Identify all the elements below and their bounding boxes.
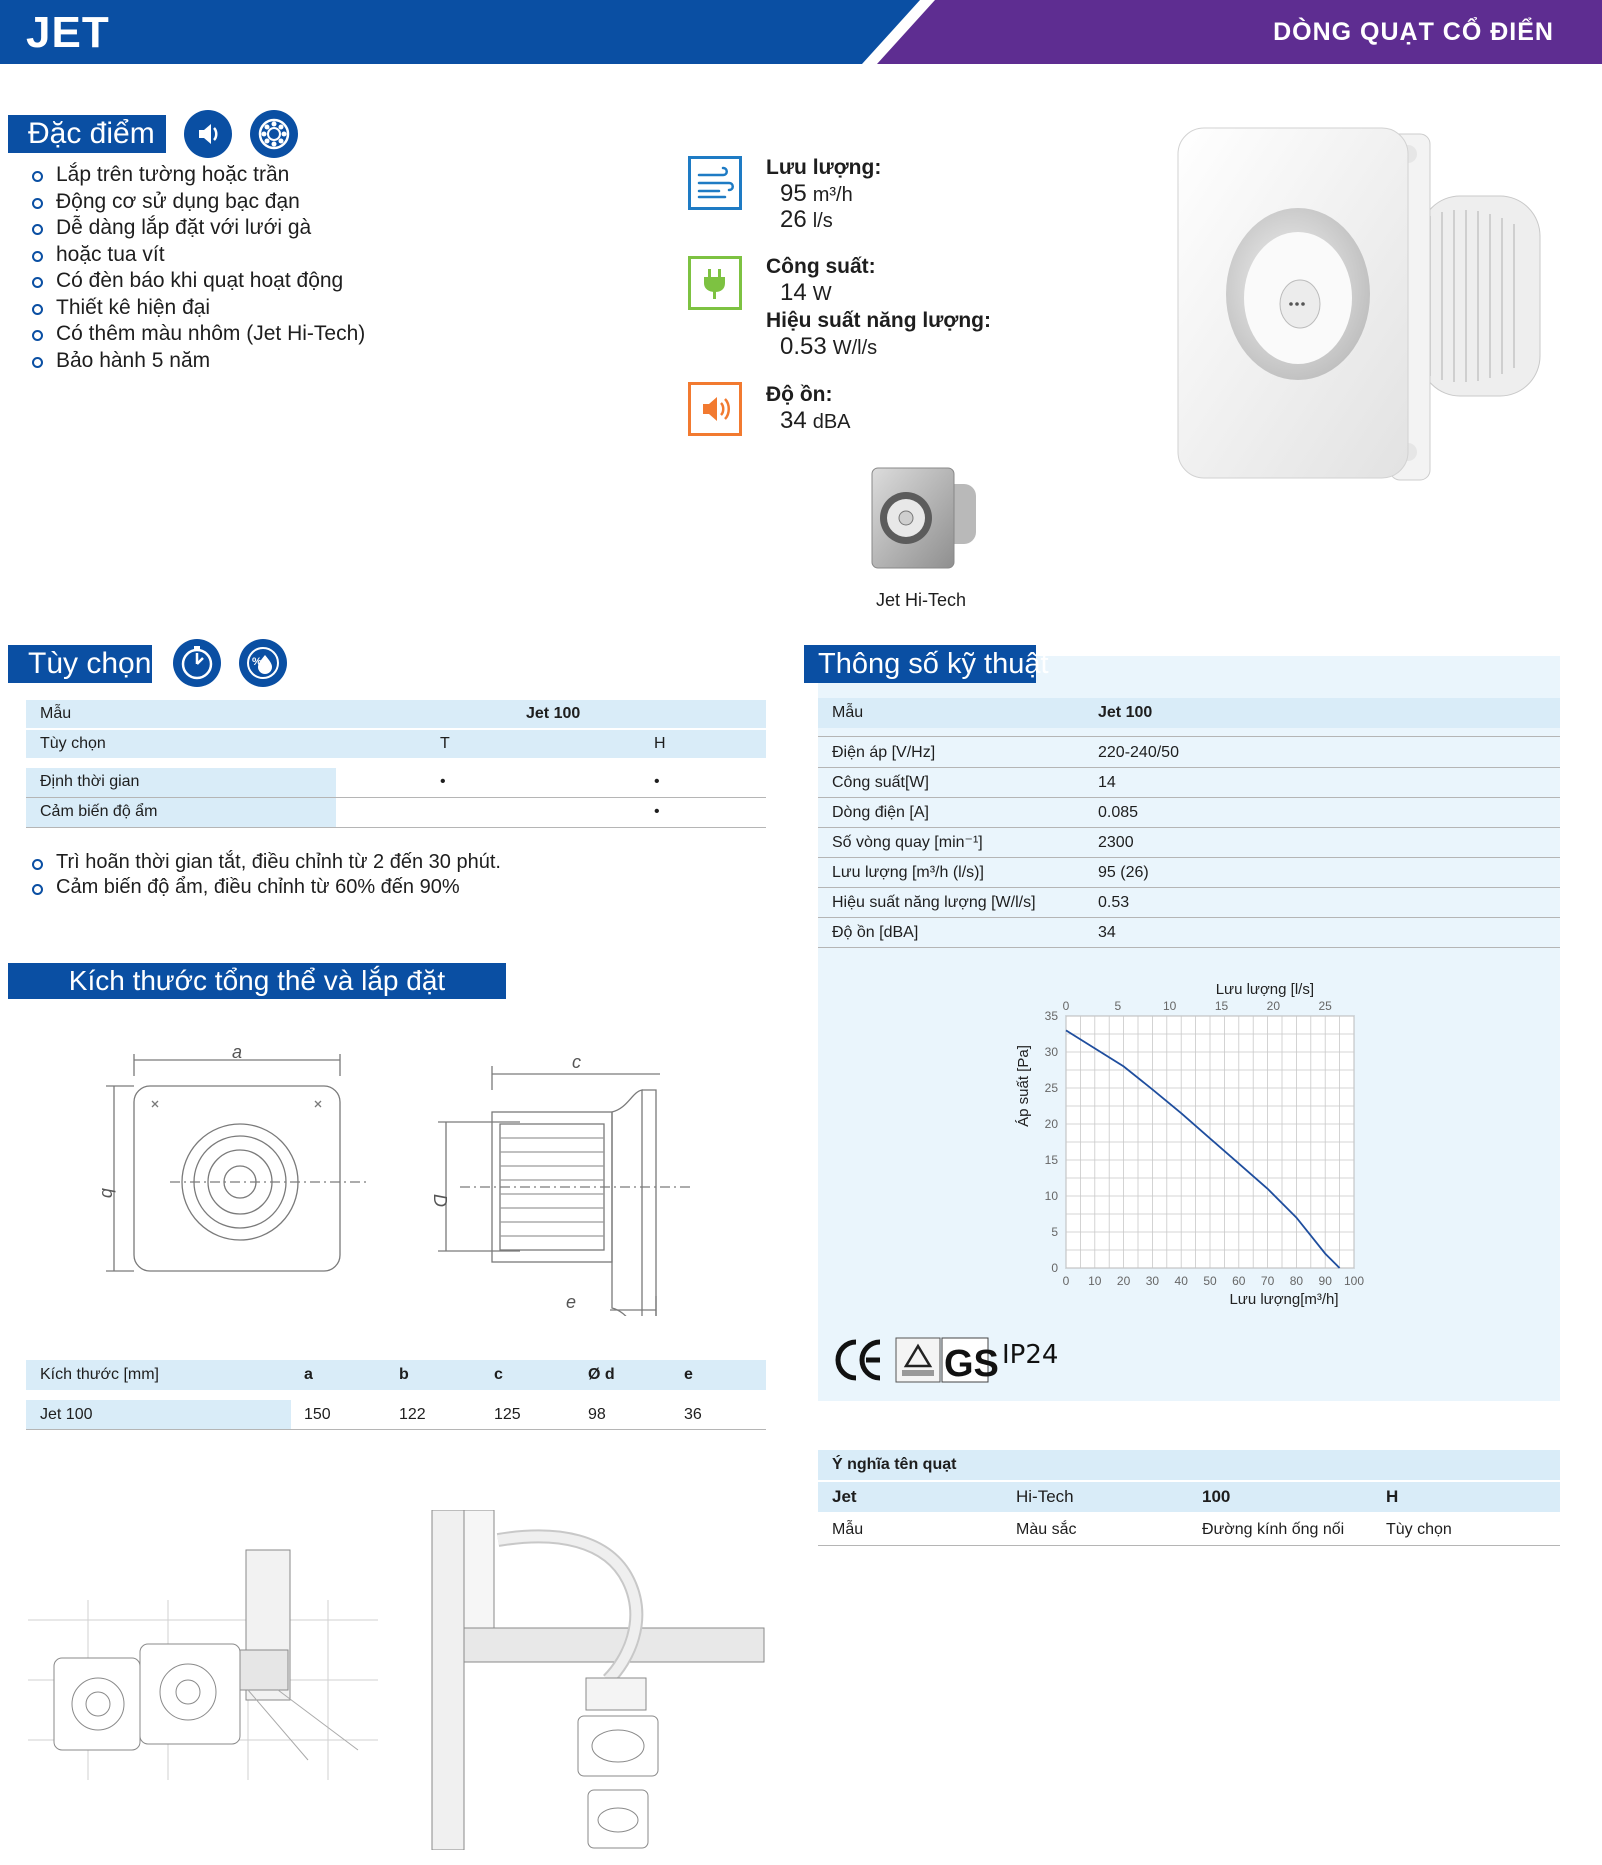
features-heading: Đặc điểm	[8, 115, 166, 153]
dim-header-c: c	[494, 1366, 503, 1383]
dim-label-b: b	[98, 1188, 118, 1199]
chart-x-tick-label: 100	[1343, 1274, 1365, 1288]
certification-marks	[830, 1334, 1010, 1386]
efficiency-unit: W/l/s	[832, 337, 878, 359]
options-sub-t: T	[440, 735, 450, 752]
noise-number: 34	[780, 407, 807, 434]
chart-y-tick-label: 5	[1051, 1225, 1058, 1239]
technical-row-label: Công suất[W]	[832, 774, 929, 791]
chart-x2-axis-label: Lưu lượng [l/s]	[1215, 981, 1314, 998]
wall-installation-sketch	[28, 1540, 378, 1780]
naming-meaning-model: Mẫu	[832, 1521, 864, 1538]
chart-x-tick-label: 10	[1088, 1274, 1102, 1288]
ball-bearing-icon	[250, 110, 298, 158]
technical-row	[818, 828, 1560, 858]
chart-y-tick-label: 30	[1044, 1045, 1058, 1059]
chart-x-tick-label: 60	[1232, 1274, 1246, 1288]
airflow-ls-number: 26	[780, 206, 807, 233]
dim-header-e: e	[684, 1366, 693, 1383]
chart-x-axis-label: Lưu lượng[m³/h]	[1229, 1291, 1339, 1308]
dim-label-a: a	[232, 1046, 243, 1062]
dimensions-heading: Kích thước tổng thể và lắp đặt	[8, 963, 506, 999]
technical-row-value: 220-240/50	[1098, 744, 1179, 761]
chart-x2-tick-label: 5	[1114, 999, 1122, 1013]
chart-x2-tick-label: 25	[1318, 999, 1332, 1013]
feature-item-continued-text: hoặc tua vít	[56, 242, 165, 266]
chart-y-tick-label: 10	[1044, 1189, 1058, 1203]
efficiency-number: 0.53	[780, 333, 827, 360]
side-view-drawing	[420, 1046, 710, 1316]
chart-y-tick-label: 20	[1044, 1117, 1058, 1131]
options-model-label: Mẫu	[40, 705, 72, 722]
humidity-icon	[239, 639, 287, 687]
naming-part-color: Hi-Tech	[1016, 1487, 1074, 1506]
chart-x2-tick-label: 0	[1062, 999, 1070, 1013]
performance-chart	[1000, 966, 1400, 1316]
chart-y-axis-label: Áp suất [Pa]	[1015, 1045, 1032, 1127]
options-table	[26, 700, 766, 830]
options-note: Cảm biến độ ẩm, điều chỉnh từ 60% đến 90%	[32, 875, 772, 900]
ceiling-installation-sketch	[428, 1510, 768, 1850]
chart-x2-tick-label: 10	[1162, 999, 1177, 1013]
triangle-cert-icon	[896, 1338, 940, 1382]
hitech-caption: Jet Hi-Tech	[876, 590, 967, 610]
feature-item: Động cơ sử dụng bạc đạn	[32, 189, 552, 216]
chart-x-tick-label: 70	[1260, 1274, 1275, 1288]
technical-row-label: Điện áp [V/Hz]	[832, 744, 936, 761]
technical-row	[818, 768, 1560, 798]
airflow-m3h-number: 95	[780, 180, 807, 207]
chart-x-tick-label: 80	[1289, 1274, 1304, 1288]
airflow-ls-unit: l/s	[812, 210, 833, 232]
technical-row-value: 14	[1098, 774, 1116, 791]
options-sub-row	[26, 730, 766, 758]
naming-meaning-color: Màu sắc	[1016, 1521, 1077, 1538]
options-row-label: Cảm biến độ ẩm	[40, 803, 158, 820]
power-number: 14	[780, 279, 807, 306]
naming-part-model: Jet	[832, 1487, 857, 1506]
technical-row	[818, 918, 1560, 948]
technical-row-label: Số vòng quay [min⁻¹]	[832, 834, 983, 851]
noise-value	[780, 407, 851, 435]
speaker-icon	[184, 110, 232, 158]
chart-x-tick-label: 40	[1174, 1274, 1188, 1288]
power-value	[780, 279, 832, 307]
options-row-humidity	[26, 798, 766, 828]
chart-y-tick-label: 15	[1044, 1153, 1058, 1167]
gs-mark-icon	[942, 1338, 999, 1385]
chart-x-tick-label: 30	[1145, 1274, 1160, 1288]
airflow-m3h-value	[780, 180, 853, 208]
technical-row-value: 95 (26)	[1098, 864, 1149, 881]
options-header-row	[26, 700, 766, 728]
technical-row-value: 34	[1098, 924, 1116, 941]
chart-x2-tick-label: 15	[1214, 999, 1229, 1013]
dim-row-c: 125	[494, 1406, 521, 1423]
dim-row-b: 122	[399, 1406, 426, 1423]
options-heading: Tùy chọn	[8, 645, 152, 683]
dimensions-header-row	[26, 1360, 766, 1390]
features-list	[32, 162, 552, 374]
options-note: Trì hoãn thời gian tắt, điều chỉnh từ 2 đến 30 phút.	[32, 850, 772, 875]
chart-x2-tick-label: 20	[1266, 999, 1281, 1013]
jet-hitech-product-image	[866, 462, 986, 574]
power-plug-icon	[688, 256, 742, 310]
technical-row-label: Dòng điện [A]	[832, 804, 929, 821]
technical-header-row	[818, 698, 1560, 728]
power-label: Công suất:	[766, 255, 876, 278]
options-model-value: Jet 100	[526, 705, 581, 722]
technical-row-value: 2300	[1098, 834, 1134, 851]
technical-row-label: Độ ồn [dBA]	[832, 924, 919, 941]
dim-row-model: Jet 100	[40, 1406, 93, 1423]
timer-icon	[173, 639, 221, 687]
chart-y-tick-label: 0	[1051, 1261, 1058, 1275]
naming-heading-row	[818, 1450, 1560, 1480]
chart-x-tick-label: 20	[1116, 1274, 1131, 1288]
technical-row-value: 0.085	[1098, 804, 1139, 821]
feature-item: Có đèn báo khi quạt hoạt động	[32, 268, 552, 295]
dim-row-d: 98	[588, 1406, 606, 1423]
efficiency-value	[780, 333, 877, 361]
noise-speaker-icon	[688, 382, 742, 436]
technical-row	[818, 888, 1560, 918]
technical-row	[818, 738, 1560, 768]
chart-y-tick-label: 35	[1044, 1009, 1058, 1023]
options-row-label: Định thời gian	[40, 773, 140, 790]
power-unit: W	[812, 283, 832, 305]
series-label: DÒNG QUẠT CỔ ĐIỂN	[1273, 18, 1554, 46]
naming-part-diameter: 100	[1202, 1487, 1231, 1506]
options-sub-h: H	[654, 735, 666, 752]
feature-item: Có thêm màu nhôm (Jet Hi-Tech)	[32, 321, 552, 348]
technical-heading: Thông số kỹ thuật	[804, 645, 1036, 683]
dim-header-label: Kích thước [mm]	[40, 1366, 159, 1383]
technical-header-value: Jet 100	[1098, 704, 1153, 721]
feature-item: Lắp trên tường hoặc trần	[32, 162, 552, 189]
feature-item-continued	[32, 242, 552, 269]
airflow-ls-value	[780, 206, 833, 234]
jet-fan-product-image	[1170, 126, 1560, 486]
options-row-t: •	[440, 773, 446, 790]
feature-item: Dễ dàng lắp đặt với lưới gà	[32, 215, 552, 242]
naming-part-option: H	[1386, 1487, 1399, 1506]
dim-row-a: 150	[304, 1406, 331, 1423]
dim-header-d: Ø d	[588, 1366, 615, 1383]
page-title: JET	[26, 8, 110, 57]
naming-heading: Ý nghĩa tên quạt	[832, 1456, 957, 1473]
ip-rating: IP24	[1002, 1340, 1059, 1370]
efficiency-label: Hiệu suất năng lượng:	[766, 309, 991, 332]
dim-header-b: b	[399, 1366, 409, 1383]
options-sub-label: Tùy chọn	[40, 735, 106, 752]
feature-item: Thiết kê hiện đại	[32, 295, 552, 322]
naming-parts-row	[818, 1482, 1560, 1512]
options-row-timer	[26, 768, 766, 798]
table-divider	[818, 736, 1560, 737]
technical-row-label: Hiệu suất năng lượng [W/l/s]	[832, 894, 1036, 911]
feature-item: Bảo hành 5 năm	[32, 348, 552, 375]
dimensions-row	[26, 1400, 766, 1430]
technical-row-value: 0.53	[1098, 894, 1130, 911]
page-header	[0, 0, 1602, 64]
ce-mark-icon	[838, 1342, 880, 1378]
naming-table	[818, 1450, 1560, 1550]
noise-label: Độ ồn:	[766, 383, 833, 406]
dim-label-c: c	[572, 1052, 581, 1072]
chart-x-tick-label: 50	[1203, 1274, 1217, 1288]
options-notes	[32, 850, 772, 900]
dim-row-e: 36	[684, 1406, 702, 1423]
technical-table	[818, 698, 1560, 948]
dim-label-e: e	[566, 1292, 577, 1312]
naming-meanings-row	[818, 1514, 1560, 1546]
technical-row	[818, 798, 1560, 828]
svg-text:GS: GS	[944, 1343, 999, 1385]
technical-row	[818, 858, 1560, 888]
naming-meaning-diameter: Đường kính ống nối	[1202, 1521, 1345, 1538]
svg-text:%: %	[252, 656, 262, 668]
naming-meaning-option: Tùy chọn	[1386, 1521, 1452, 1538]
chart-x-tick-label: 90	[1318, 1274, 1332, 1288]
options-row-h: •	[654, 803, 660, 820]
technical-row-label: Lưu lượng [m³/h (l/s)]	[832, 864, 984, 881]
technical-header-label: Mẫu	[832, 704, 864, 721]
airflow-m3h-unit: m³/h	[812, 184, 853, 206]
chart-x-tick-label: 0	[1062, 1274, 1070, 1288]
options-row-h: •	[654, 773, 660, 790]
front-view-drawing	[90, 1046, 380, 1296]
noise-unit: dBA	[812, 411, 851, 433]
dim-header-a: a	[304, 1366, 313, 1383]
airflow-label: Lưu lượng:	[766, 156, 882, 179]
chart-y-tick-label: 25	[1044, 1081, 1058, 1095]
airflow-icon	[688, 156, 742, 210]
dim-label-D: D	[430, 1194, 450, 1207]
dimensions-table	[26, 1360, 766, 1430]
